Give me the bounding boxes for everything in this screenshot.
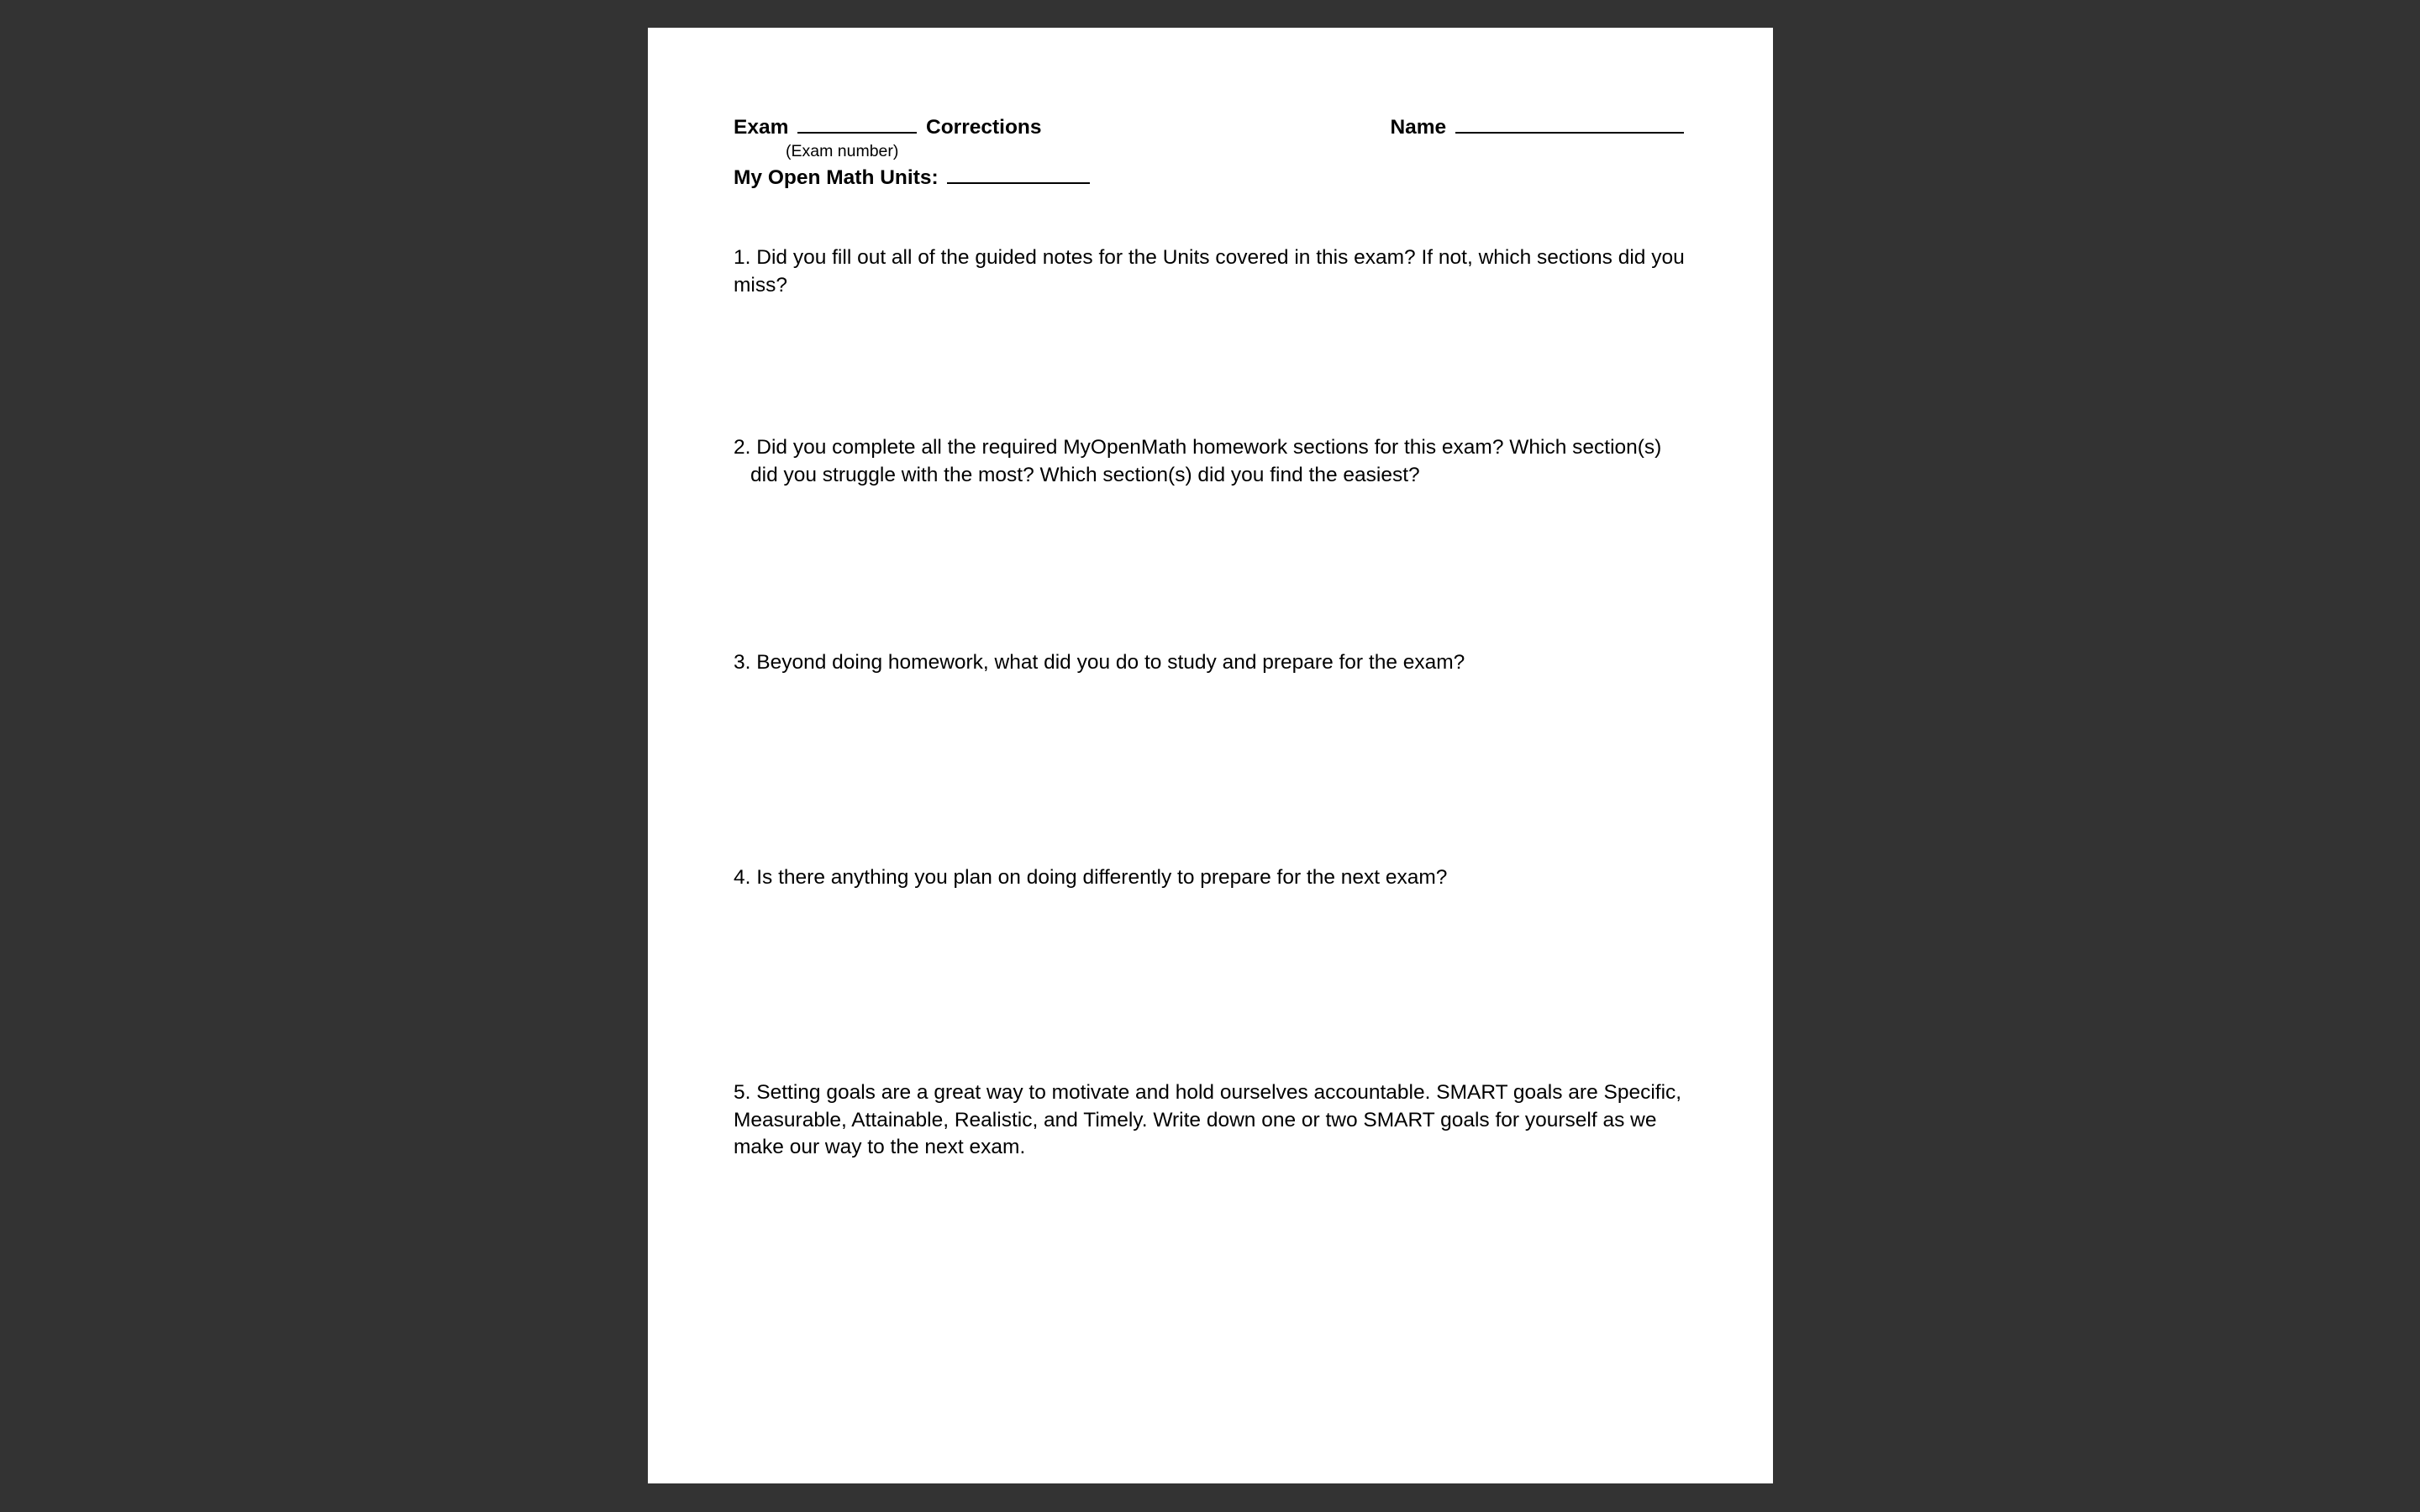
- exam-number-caption: (Exam number): [786, 142, 899, 160]
- question-1: [734, 244, 1687, 299]
- exam-number-blank[interactable]: [797, 112, 917, 134]
- name-blank[interactable]: [1455, 112, 1684, 134]
- name-field: [1390, 112, 1687, 143]
- units-blank[interactable]: [947, 162, 1090, 184]
- header-row: [734, 112, 1687, 142]
- question-3: [734, 649, 1687, 677]
- question-number: 4.: [734, 866, 751, 889]
- units-label: My Open Math Units:: [734, 166, 939, 189]
- name-label: Name: [1390, 116, 1447, 139]
- question-text: Setting goals are a great way to motivate and hold ourselves accountable. SMART goals are Specific, Measurable, Attainable, Realistic, and Timely. Write down one or two SMART goals for yourself as we make our way to the next exam.: [734, 1081, 1682, 1158]
- question-2: [734, 434, 1687, 489]
- question-text-line2: did you struggle with the most? Which section(s) did you find the easiest?: [750, 463, 1420, 486]
- question-number: 1.: [734, 246, 751, 269]
- question-text: Is there anything you plan on doing differently to prepare for the next exam?: [756, 866, 1448, 889]
- exam-title: [734, 112, 1042, 143]
- worksheet-content: [734, 112, 1687, 1158]
- question-5: [734, 1079, 1687, 1162]
- question-text-line1: Did you complete all the required MyOpenMath homework sections for this exam? Which section(s): [756, 436, 1662, 459]
- units-field: [734, 162, 1687, 192]
- question-4: [734, 864, 1687, 892]
- question-text: Did you fill out all of the guided notes for the Units covered in this exam? If not, which sections did you miss?: [734, 246, 1685, 297]
- exam-suffix: Corrections: [926, 116, 1042, 139]
- question-number: 5.: [734, 1081, 751, 1104]
- question-number: 2.: [734, 436, 751, 459]
- exam-prefix: Exam: [734, 116, 789, 139]
- document-page: [648, 28, 1773, 1483]
- question-text: Beyond doing homework, what did you do to study and prepare for the exam?: [756, 651, 1465, 674]
- question-number: 3.: [734, 651, 751, 674]
